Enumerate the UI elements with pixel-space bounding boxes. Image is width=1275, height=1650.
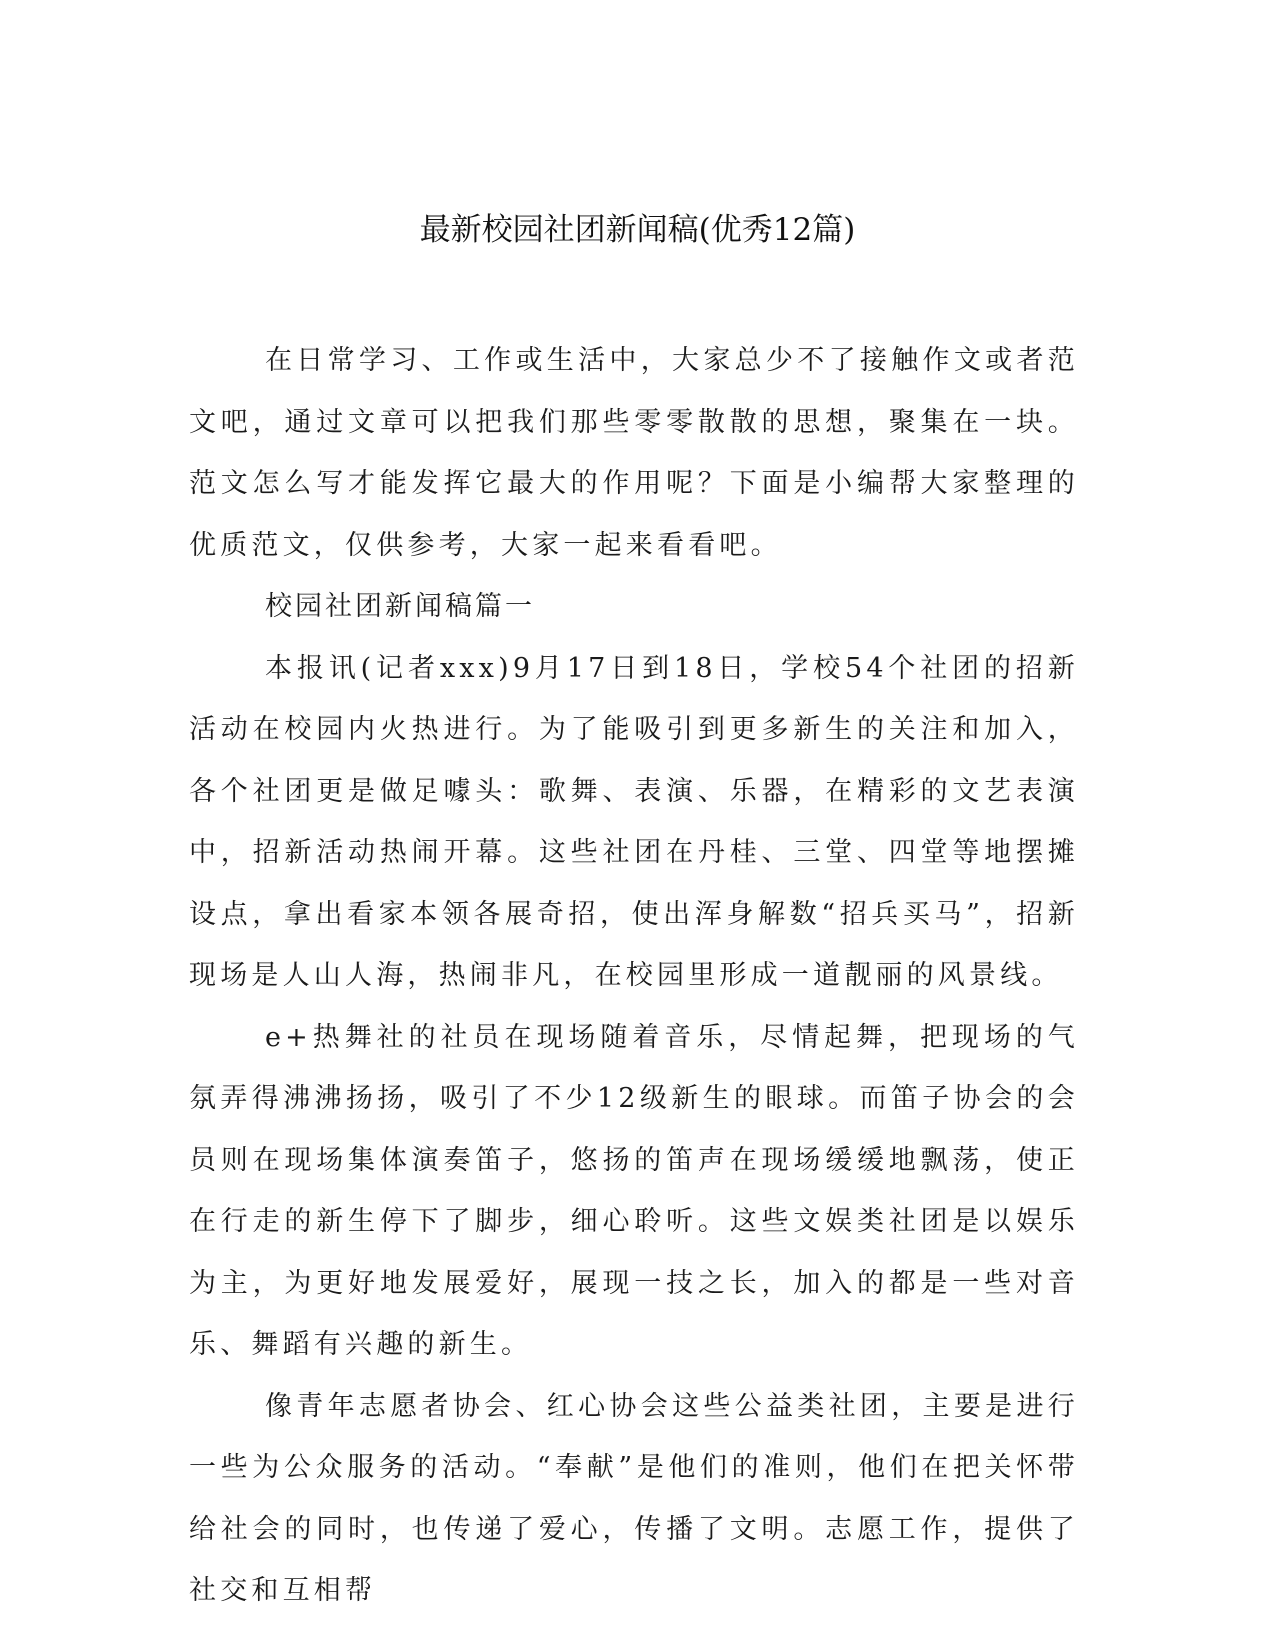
document-title: 最新校园社团新闻稿(优秀12篇) [419, 212, 856, 248]
document-body [189, 330, 1079, 1622]
body-paragraph: 本报讯(记者xxx)9月17日到18日，学校54个社团的招新活动在校园内火热进行。为了能吸引到更多新生的关注和加入，各个社团更是做足噱头：歌舞、表演、乐器，在精彩的文艺表演中，招新活动热闹开幕。这些社团在丹桂、三堂、四堂等地摆摊设点，拿出看家本领各展奇招，使出浑身解数“招兵买马”，招新现场是人山人海，热闹非凡，在校园里形成一道靓丽的风景线。 [189, 652, 1079, 991]
section-heading: 校园社团新闻稿篇一 [265, 591, 535, 622]
body-paragraph: e+热舞社的社员在现场随着音乐，尽情起舞，把现场的气氛弄得沸沸扬扬，吸引了不少12级新生的眼球。而笛子协会的会员则在现场集体演奏笛子，悠扬的笛声在现场缓缓地飘荡，使正在行走的新生停下了脚步，细心聆听。这些文娱类社团是以娱乐为主，为更好地发展爱好，展现一技之长，加入的都是一些对音乐、舞蹈有兴趣的新生。 [189, 1021, 1079, 1360]
intro-paragraph: 在日常学习、工作或生活中，大家总少不了接触作文或者范文吧，通过文章可以把我们那些零零散散的思想，聚集在一块。范文怎么写才能发挥它最大的作用呢？下面是小编帮大家整理的优质范文，仅供参考，大家一起来看看吧。 [189, 345, 1079, 561]
body-paragraph: 像青年志愿者协会、红心协会这些公益类社团，主要是进行一些为公众服务的活动。“奉献”是他们的准则，他们在把关怀带给社会的同时，也传递了爱心，传播了文明。志愿工作，提供了社交和互相帮 [189, 1390, 1079, 1606]
